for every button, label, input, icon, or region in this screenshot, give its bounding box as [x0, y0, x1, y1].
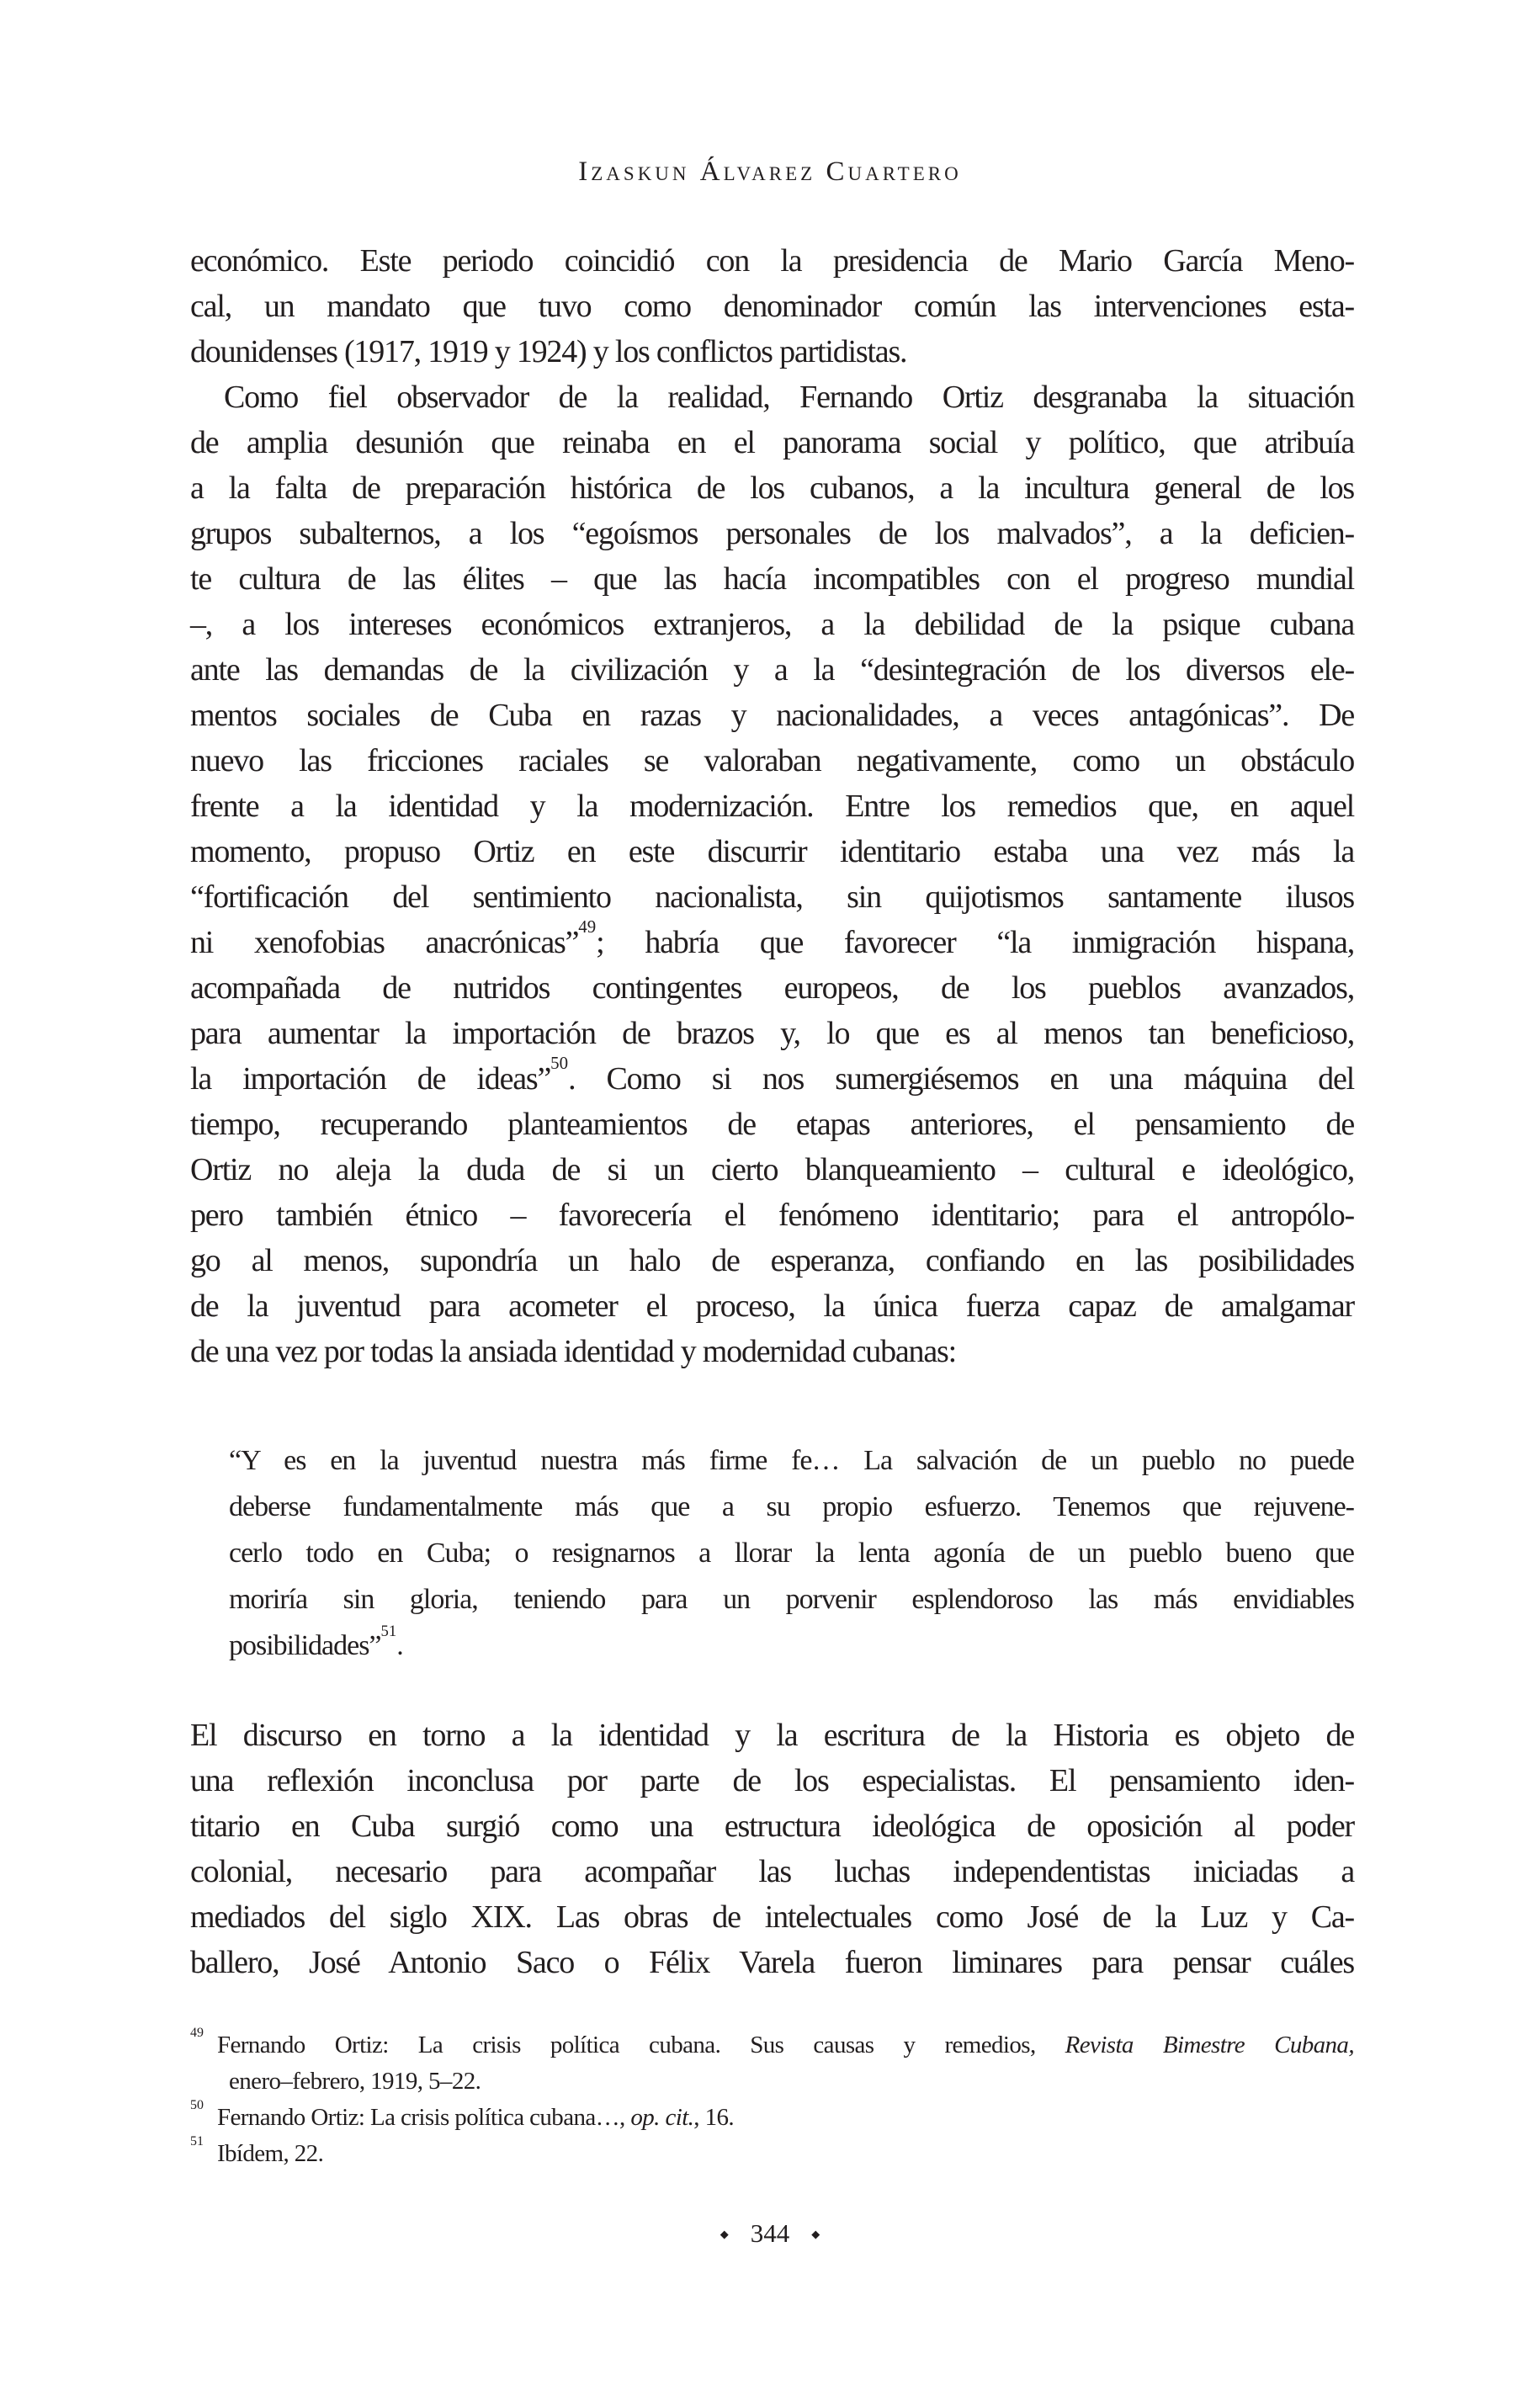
text-line: go al menos, supondría un halo de esperanza, confiando en las posibilidades: [190, 1243, 1354, 1278]
footnote-51: [190, 2136, 1354, 2172]
text-line: mentos sociales de Cuba en razas y nacionalidades, a veces antagónicas”. De: [190, 698, 1354, 733]
text-line: Como fiel observador de la realidad, Fernando Ortiz desgranaba la situación: [224, 380, 1354, 415]
text-line: económico. Este periodo coincidió con la presidencia de Mario García Meno-: [190, 243, 1354, 279]
footnotes-section: [190, 2027, 1354, 2172]
text-line: colonial, necesario para acompañar las luchas independentistas iniciadas a: [190, 1854, 1354, 1889]
text-line: una reflexión inconclusa por parte de los especialistas. El pensamiento iden-: [190, 1763, 1354, 1798]
text-line: El discurso en torno a la identidad y la escritura de la Historia es objeto de: [190, 1718, 1354, 1753]
block-quote: [190, 1437, 1354, 1669]
text-line: cerlo todo en Cuba; o resignarnos a llorar la lenta agonía de un pueblo bueno que: [229, 1538, 1354, 1569]
text-line: nuevo las fricciones raciales se valoraban negativamente, como un obstáculo: [190, 743, 1354, 778]
text-line: enero–febrero, 1919, 5–22.: [229, 2068, 481, 2095]
page-number-footer: [0, 2218, 1540, 2249]
text-line: a la falta de preparación histórica de los cubanos, a la incultura general de los: [190, 470, 1354, 506]
text-line: pero también étnico – favorecería el fenómeno identitario; para el antropólo-: [190, 1198, 1354, 1233]
text-line: ballero, José Antonio Saco o Félix Varela fueron liminares para pensar cuáles: [190, 1945, 1354, 1980]
text-line: moriría sin gloria, teniendo para un porvenir esplendoroso las más envidiables: [229, 1584, 1354, 1615]
page-number: 344: [750, 2218, 790, 2248]
paragraph-1: [190, 238, 1354, 374]
text-line: acompañada de nutridos contingentes europeos, de los pueblos avanzados,: [190, 970, 1354, 1006]
text-line: $^{51}$ Ibídem, 22.: [190, 2134, 324, 2167]
text-column: [190, 238, 1354, 2172]
folio-ornament-right: ◆: [811, 2228, 820, 2241]
text-line: grupos subalternos, a los “egoísmos personales de los malvados”, a la deficien-: [190, 516, 1354, 551]
text-line: titario en Cuba surgió como una estructura ideológica de oposición al poder: [190, 1809, 1354, 1844]
text-line: posibilidades”$^{51}$.: [229, 1623, 403, 1661]
paragraph-2: [190, 374, 1354, 1374]
text-line: de amplia desunión que reinaba en el panorama social y político, que atribuía: [190, 425, 1354, 460]
running-header-author: Izaskun Álvarez Cuartero: [578, 157, 962, 187]
text-line: te cultura de las élites – que las hacía incompatibles con el progreso mundial: [190, 561, 1354, 597]
folio-ornament-left: ◆: [720, 2228, 729, 2241]
text-line: $^{50}$ Fernando Ortiz: La crisis política cubana…, op. cit., 16.: [190, 2098, 735, 2131]
footnote-49: [190, 2027, 1354, 2100]
text-line: de una vez por todas la ansiada identidad y modernidad cubanas:: [190, 1334, 956, 1369]
text-line: $^{49}$ Fernando Ortiz: La crisis política cubana. Sus causas y remedios, Revista Bimestre Cubana,: [190, 2026, 1354, 2058]
text-line: de la juventud para acometer el proceso, la única fuerza capaz de amalgamar: [190, 1288, 1354, 1324]
text-line: momento, propuso Ortiz en este discurrir identitario estaba una vez más la: [190, 834, 1354, 869]
text-line: ante las demandas de la civilización y a la “desintegración de los diversos ele-: [190, 652, 1354, 688]
text-line: frente a la identidad y la modernización. Entre los remedios que, en aquel: [190, 789, 1354, 824]
text-line: “Y es en la juventud nuestra más firme fe… La salvación de un pueblo no puede: [229, 1445, 1354, 1476]
text-line: para aumentar la importación de brazos y, lo que es al menos tan beneficioso,: [190, 1016, 1354, 1051]
text-line: Ortiz no aleja la duda de si un cierto blanqueamiento – cultural e ideológico,: [190, 1152, 1354, 1187]
text-line: dounidenses (1917, 1919 y 1924) y los conflictos partidistas.: [190, 334, 907, 369]
text-line: ni xenofobias anacrónicas”$^{49}$; habría que favorecer “la inmigración hispana,: [190, 916, 1354, 960]
paragraph-3: [190, 1713, 1354, 1985]
text-line: deberse fundamentalmente más que a su propio esfuerzo. Tenemos que rejuvene-: [229, 1491, 1354, 1522]
text-line: la importación de ideas”$^{50}$. Como si nos sumergiésemos en una máquina del: [190, 1052, 1354, 1097]
text-line: –, a los intereses económicos extranjeros, a la debilidad de la psique cubana: [190, 607, 1354, 642]
text-line: mediados del siglo XIX. Las obras de intelectuales como José de la Luz y Ca-: [190, 1899, 1354, 1935]
text-line: “fortificación del sentimiento nacionalista, sin quijotismos santamente ilusos: [190, 879, 1354, 915]
footnote-50: [190, 2100, 1354, 2136]
text-line: cal, un mandato que tuvo como denominador común las intervenciones esta-: [190, 289, 1354, 324]
text-line: tiempo, recuperando planteamientos de etapas anteriores, el pensamiento de: [190, 1107, 1354, 1142]
